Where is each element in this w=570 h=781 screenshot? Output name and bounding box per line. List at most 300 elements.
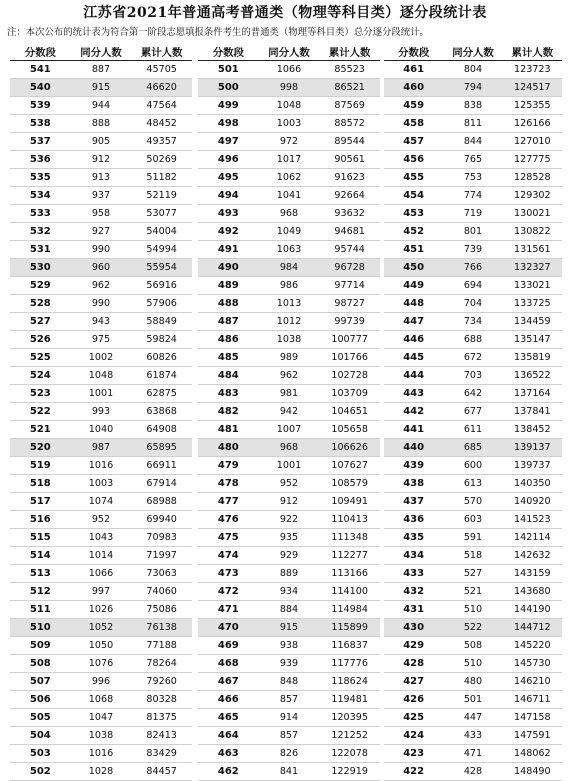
cell-same-count: 922 [259,511,320,529]
cell-same-count: 428 [443,763,502,781]
cell-score: 522 [10,403,71,421]
cell-same-count: 527 [443,565,502,583]
table-row [10,601,192,619]
table-panel-3 [384,42,562,781]
cell-cumulative: 73063 [131,565,192,583]
cell-cumulative: 130822 [503,223,562,241]
cell-cumulative: 143159 [503,565,562,583]
cell-cumulative: 51182 [131,169,192,187]
cell-score: 492 [198,223,259,241]
table-row [384,583,562,601]
cell-cumulative: 111348 [319,529,380,547]
cell-score: 539 [10,97,71,115]
table-row [384,97,562,115]
cell-score: 430 [384,619,443,637]
cell-cumulative: 92664 [319,187,380,205]
cell-same-count: 1014 [71,547,132,565]
cell-score: 462 [198,763,259,781]
cell-cumulative: 129302 [503,187,562,205]
cell-cumulative: 122078 [319,745,380,763]
cell-same-count: 804 [443,61,502,79]
cell-same-count: 704 [443,295,502,313]
cell-same-count: 915 [259,619,320,637]
cell-score: 483 [198,385,259,403]
cell-cumulative: 75086 [131,601,192,619]
cell-score: 534 [10,187,71,205]
cell-same-count: 794 [443,79,502,97]
table-row [384,223,562,241]
cell-score: 519 [10,457,71,475]
table-row [10,385,192,403]
cell-same-count: 801 [443,223,502,241]
table-row [10,745,192,763]
table-row [198,241,380,259]
cell-score: 432 [384,583,443,601]
cell-same-count: 1038 [259,331,320,349]
cell-same-count: 685 [443,439,502,457]
cell-cumulative: 147158 [503,709,562,727]
cell-cumulative: 146711 [503,691,562,709]
cell-same-count: 1016 [71,457,132,475]
cell-cumulative: 117776 [319,655,380,673]
cell-same-count: 987 [71,439,132,457]
table-row [384,511,562,529]
cell-cumulative: 139137 [503,439,562,457]
cell-cumulative: 115899 [319,619,380,637]
cell-score: 526 [10,331,71,349]
cell-cumulative: 67914 [131,475,192,493]
cell-score: 478 [198,475,259,493]
cell-score: 524 [10,367,71,385]
cell-same-count: 927 [71,223,132,241]
cell-same-count: 1003 [71,475,132,493]
cell-cumulative: 113166 [319,565,380,583]
cell-score: 530 [10,259,71,277]
cell-same-count: 939 [259,655,320,673]
cell-cumulative: 112277 [319,547,380,565]
cell-same-count: 826 [259,745,320,763]
score-table [198,42,380,781]
table-row [384,655,562,673]
table-row [198,115,380,133]
table-row [198,187,380,205]
cell-same-count: 1016 [71,745,132,763]
cell-same-count: 1048 [259,97,320,115]
cell-cumulative: 93632 [319,205,380,223]
table-row [10,223,192,241]
cell-cumulative: 136522 [503,367,562,385]
cell-cumulative: 107627 [319,457,380,475]
cell-same-count: 934 [259,583,320,601]
cell-score: 512 [10,583,71,601]
cell-score: 443 [384,385,443,403]
cell-same-count: 935 [259,529,320,547]
cell-same-count: 996 [71,673,132,691]
cell-cumulative: 94681 [319,223,380,241]
table-row [384,763,562,781]
table-row [198,475,380,493]
cell-same-count: 972 [259,133,320,151]
cell-same-count: 912 [71,151,132,169]
table-row [198,619,380,637]
cell-same-count: 938 [259,637,320,655]
table-row [384,457,562,475]
cell-same-count: 1002 [71,349,132,367]
cell-same-count: 857 [259,727,320,745]
cell-cumulative: 90561 [319,151,380,169]
cell-same-count: 981 [259,385,320,403]
table-row [384,277,562,295]
cell-same-count: 990 [71,241,132,259]
cell-cumulative: 106626 [319,439,380,457]
table-header-row [384,42,562,61]
cell-same-count: 889 [259,565,320,583]
cell-cumulative: 134459 [503,313,562,331]
cell-same-count: 984 [259,259,320,277]
cell-score: 494 [198,187,259,205]
cell-same-count: 990 [71,295,132,313]
cell-score: 428 [384,655,443,673]
cell-cumulative: 139737 [503,457,562,475]
cell-score: 450 [384,259,443,277]
cell-score: 441 [384,421,443,439]
table-row [384,295,562,313]
cell-same-count: 611 [443,421,502,439]
cell-same-count: 1007 [259,421,320,439]
cell-score: 499 [198,97,259,115]
cell-score: 453 [384,205,443,223]
cell-cumulative: 126166 [503,115,562,133]
cell-score: 504 [10,727,71,745]
cell-score: 518 [10,475,71,493]
table-row [198,745,380,763]
cell-score: 506 [10,691,71,709]
cell-score: 442 [384,403,443,421]
cell-score: 469 [198,637,259,655]
table-row [10,709,192,727]
cell-score: 463 [198,745,259,763]
cell-cumulative: 87569 [319,97,380,115]
cell-score: 468 [198,655,259,673]
cell-score: 434 [384,547,443,565]
cell-cumulative: 74060 [131,583,192,601]
cell-cumulative: 148490 [503,763,562,781]
table-row [10,565,192,583]
cell-same-count: 774 [443,187,502,205]
table-row [198,655,380,673]
cell-cumulative: 71997 [131,547,192,565]
cell-score: 437 [384,493,443,511]
cell-score: 444 [384,367,443,385]
cell-cumulative: 141523 [503,511,562,529]
cell-cumulative: 114984 [319,601,380,619]
table-row [10,133,192,151]
cell-score: 515 [10,529,71,547]
cell-score: 521 [10,421,71,439]
table-row [384,547,562,565]
cell-score: 493 [198,205,259,223]
cell-cumulative: 140920 [503,493,562,511]
cell-score: 505 [10,709,71,727]
cell-score: 459 [384,97,443,115]
cell-same-count: 960 [71,259,132,277]
cell-same-count: 570 [443,493,502,511]
cell-same-count: 1049 [259,223,320,241]
cell-same-count: 766 [443,259,502,277]
header-same-count: 同分人数 [443,42,502,61]
cell-score: 525 [10,349,71,367]
table-row [384,637,562,655]
cell-score: 439 [384,457,443,475]
cell-score: 516 [10,511,71,529]
table-row [198,295,380,313]
cell-score: 464 [198,727,259,745]
cell-cumulative: 131561 [503,241,562,259]
cell-same-count: 480 [443,673,502,691]
table-row [384,331,562,349]
table-row [10,241,192,259]
cell-cumulative: 49357 [131,133,192,151]
cell-score: 446 [384,331,443,349]
cell-score: 467 [198,673,259,691]
cell-same-count: 944 [71,97,132,115]
cell-same-count: 962 [259,367,320,385]
table-row [198,349,380,367]
cell-cumulative: 88572 [319,115,380,133]
cell-cumulative: 114100 [319,583,380,601]
table-header-row [198,42,380,61]
cell-score: 536 [10,151,71,169]
cell-cumulative: 64908 [131,421,192,439]
table-row [198,727,380,745]
table-row [10,457,192,475]
cell-score: 423 [384,745,443,763]
cell-score: 480 [198,439,259,457]
cell-same-count: 1076 [71,655,132,673]
table-row [10,295,192,313]
cell-cumulative: 142632 [503,547,562,565]
cell-cumulative: 59824 [131,331,192,349]
table-row [10,349,192,367]
table-row [10,151,192,169]
table-row [10,763,192,781]
cell-cumulative: 109491 [319,493,380,511]
cell-cumulative: 85523 [319,61,380,79]
cell-same-count: 1066 [71,565,132,583]
cell-cumulative: 127775 [503,151,562,169]
cell-same-count: 508 [443,637,502,655]
cell-cumulative: 145220 [503,637,562,655]
cell-score: 532 [10,223,71,241]
table-row [10,511,192,529]
cell-score: 472 [198,583,259,601]
cell-cumulative: 137164 [503,385,562,403]
cell-score: 531 [10,241,71,259]
cell-same-count: 447 [443,709,502,727]
cell-same-count: 937 [71,187,132,205]
cell-same-count: 522 [443,619,502,637]
table-row [10,367,192,385]
table-row [10,403,192,421]
cell-cumulative: 101766 [319,349,380,367]
cell-cumulative: 48452 [131,115,192,133]
cell-cumulative: 55954 [131,259,192,277]
table-row [198,259,380,277]
cell-score: 476 [198,511,259,529]
table-row [198,223,380,241]
cell-cumulative: 47564 [131,97,192,115]
table-row [198,511,380,529]
cell-score: 485 [198,349,259,367]
cell-cumulative: 58849 [131,313,192,331]
table-row [198,61,380,79]
cell-score: 529 [10,277,71,295]
cell-score: 460 [384,79,443,97]
table-row [10,61,192,79]
cell-same-count: 914 [259,709,320,727]
cell-same-count: 518 [443,547,502,565]
cell-same-count: 521 [443,583,502,601]
cell-cumulative: 104651 [319,403,380,421]
table-row [198,133,380,151]
cell-same-count: 986 [259,277,320,295]
cell-cumulative: 46620 [131,79,192,97]
cell-score: 495 [198,169,259,187]
cell-cumulative: 69940 [131,511,192,529]
table-row [198,169,380,187]
cell-score: 496 [198,151,259,169]
cell-same-count: 672 [443,349,502,367]
table-row [384,313,562,331]
cell-score: 481 [198,421,259,439]
cell-cumulative: 77188 [131,637,192,655]
cell-same-count: 501 [443,691,502,709]
cell-cumulative: 54994 [131,241,192,259]
cell-cumulative: 89544 [319,133,380,151]
cell-same-count: 968 [259,439,320,457]
cell-score: 433 [384,565,443,583]
cell-cumulative: 128528 [503,169,562,187]
table-row [384,241,562,259]
table-row [384,187,562,205]
cell-score: 500 [198,79,259,97]
cell-same-count: 471 [443,745,502,763]
cell-score: 473 [198,565,259,583]
cell-same-count: 913 [71,169,132,187]
cell-cumulative: 123723 [503,61,562,79]
cell-cumulative: 120395 [319,709,380,727]
table-row [198,493,380,511]
cell-cumulative: 105658 [319,421,380,439]
cell-score: 429 [384,637,443,655]
cell-cumulative: 86521 [319,79,380,97]
header-score: 分数段 [10,42,71,61]
header-score: 分数段 [384,42,443,61]
cell-same-count: 989 [259,349,320,367]
table-row [384,79,562,97]
score-table [10,42,192,781]
cell-same-count: 844 [443,133,502,151]
table-row [198,277,380,295]
cell-cumulative: 80328 [131,691,192,709]
cell-same-count: 811 [443,115,502,133]
cell-score: 470 [198,619,259,637]
table-row [198,439,380,457]
cell-cumulative: 61874 [131,367,192,385]
cell-same-count: 1062 [259,169,320,187]
table-row [384,529,562,547]
header-cumulative: 累计人数 [319,42,380,61]
table-note: 注：本次公布的统计表为符合第一阶段志愿填报条件考生的普通类（物理等科目类）总分逐分段统计。 [7,27,429,38]
cell-score: 537 [10,133,71,151]
table-row [10,619,192,637]
cell-score: 488 [198,295,259,313]
table-row [384,673,562,691]
cell-score: 514 [10,547,71,565]
table-row [10,259,192,277]
cell-same-count: 1026 [71,601,132,619]
table-row [10,439,192,457]
table-row [384,619,562,637]
cell-same-count: 694 [443,277,502,295]
cell-cumulative: 143680 [503,583,562,601]
table-row [384,745,562,763]
cell-cumulative: 144190 [503,601,562,619]
cell-cumulative: 108579 [319,475,380,493]
header-same-count: 同分人数 [71,42,132,61]
cell-same-count: 841 [259,763,320,781]
cell-same-count: 998 [259,79,320,97]
cell-score: 528 [10,295,71,313]
cell-cumulative: 66911 [131,457,192,475]
table-row [10,169,192,187]
table-panel-1 [10,42,192,781]
cell-same-count: 1063 [259,241,320,259]
cell-score: 510 [10,619,71,637]
cell-score: 448 [384,295,443,313]
table-row [198,367,380,385]
table-row [198,637,380,655]
cell-score: 498 [198,115,259,133]
table-row [10,475,192,493]
table-row [198,547,380,565]
cell-score: 484 [198,367,259,385]
table-row [198,385,380,403]
cell-score: 422 [384,763,443,781]
table-row [10,493,192,511]
cell-score: 511 [10,601,71,619]
cell-cumulative: 132327 [503,259,562,277]
cell-score: 458 [384,115,443,133]
cell-score: 489 [198,277,259,295]
cell-same-count: 1048 [71,367,132,385]
cell-cumulative: 137841 [503,403,562,421]
cell-score: 465 [198,709,259,727]
table-row [384,151,562,169]
cell-cumulative: 78264 [131,655,192,673]
table-header-row [10,42,192,61]
cell-score: 520 [10,439,71,457]
cell-same-count: 1028 [71,763,132,781]
cell-cumulative: 60826 [131,349,192,367]
cell-same-count: 997 [71,583,132,601]
table-row [10,277,192,295]
cell-score: 503 [10,745,71,763]
table-row [384,421,562,439]
table-row [10,79,192,97]
table-row [198,403,380,421]
table-row [198,673,380,691]
